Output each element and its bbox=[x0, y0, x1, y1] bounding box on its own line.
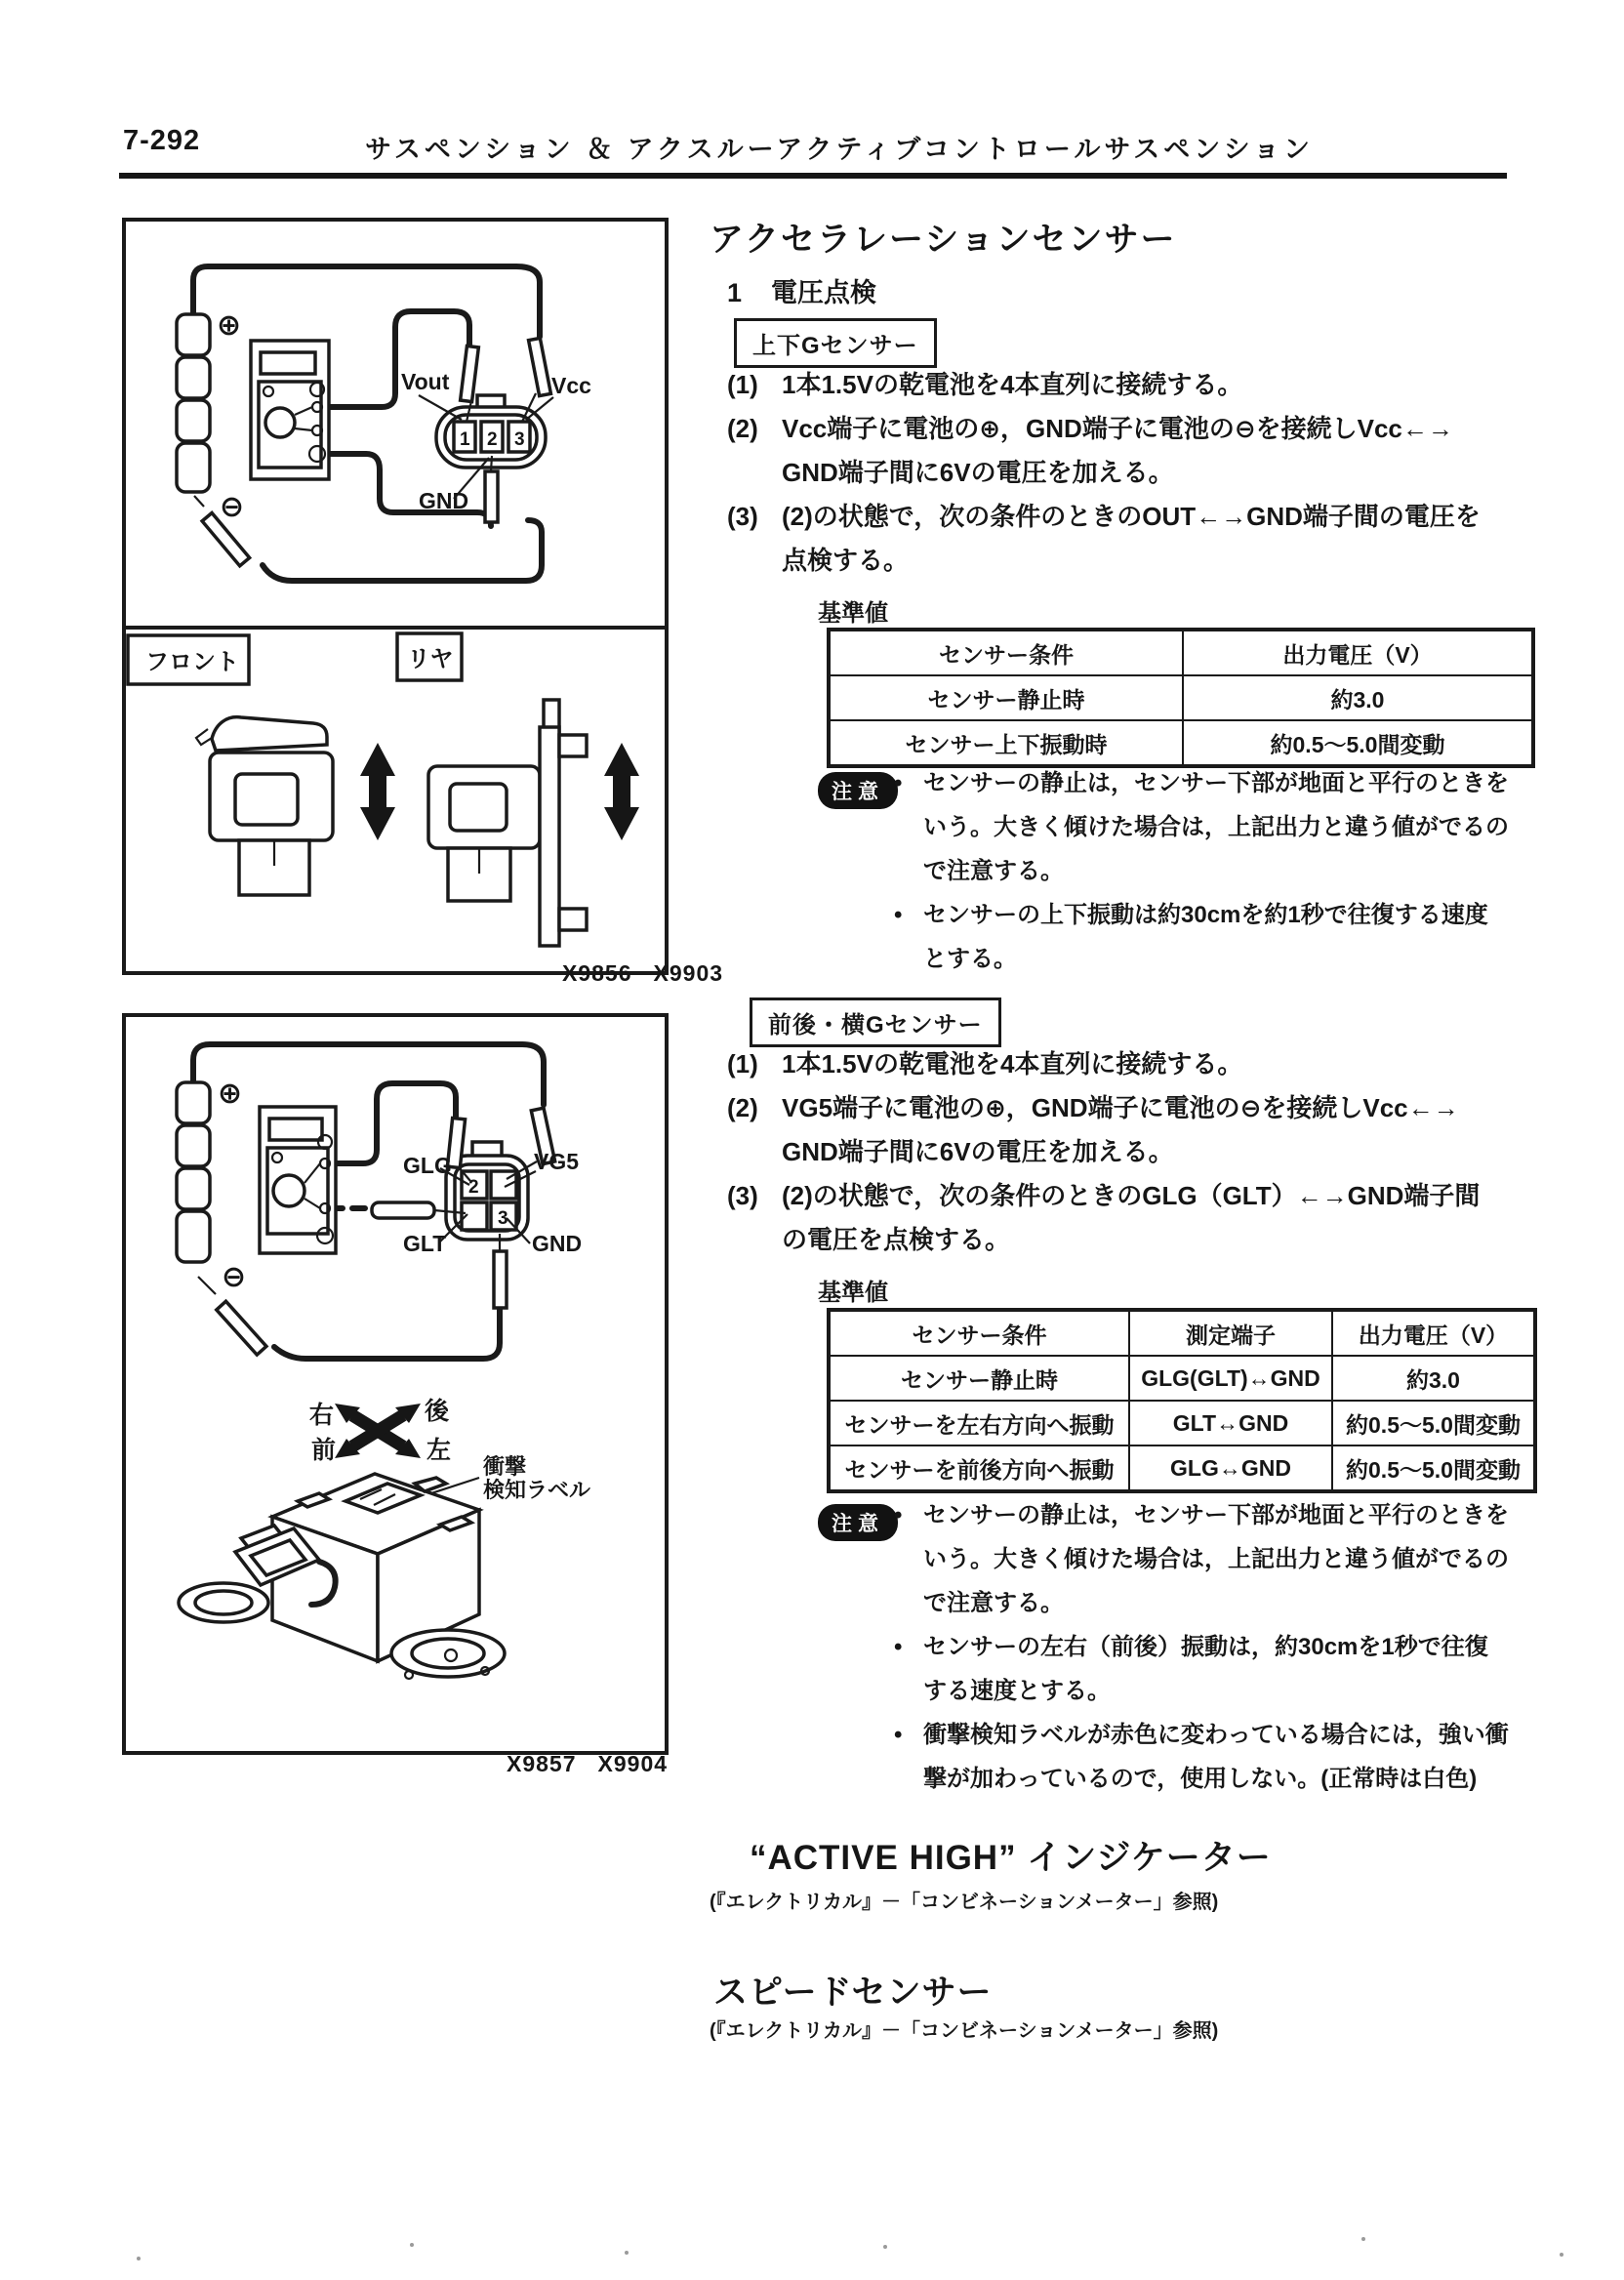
vcc-label: Vcc bbox=[551, 373, 591, 398]
active-high-indicator-reference: (『エレクトリカル』－「コンビネーションメーター」参照) bbox=[710, 1892, 1219, 1913]
updown-sensor-label-box: 上下Gセンサー bbox=[734, 318, 937, 368]
figure2-id-2: X9904 bbox=[597, 1751, 669, 1776]
active-high-indicator-title: “ACTIVE HIGH” インジケーター bbox=[750, 1839, 1272, 1877]
scan-noise-dot bbox=[625, 2251, 629, 2255]
pin-3: 3 bbox=[498, 1208, 508, 1229]
note-line: で注意する。 bbox=[923, 1590, 1064, 1616]
dir-front-label: 前 bbox=[311, 1437, 337, 1464]
table-row: センサー静止時 GLG(GLT)↔GND 約3.0 bbox=[829, 1356, 1535, 1401]
front-sensor-drawing bbox=[196, 717, 333, 895]
dir-right-label: 右 bbox=[309, 1402, 335, 1429]
front-label: フロント bbox=[145, 649, 239, 675]
note-line: いう。大きく傾けた場合は，上記出力と違う値がでるの bbox=[923, 814, 1509, 840]
wire-meter-top bbox=[330, 1083, 456, 1163]
page-number: 7-292 bbox=[123, 125, 201, 156]
table-header-row bbox=[829, 630, 1533, 675]
battery-plus-symbol: ⊕ bbox=[217, 309, 242, 342]
caution-badge: 注意 bbox=[818, 1504, 898, 1541]
dir-rear-label: 後 bbox=[425, 1398, 450, 1425]
lateral-sensor-label-box: 前後・横Gセンサー bbox=[750, 998, 1001, 1047]
note-line: • センサーの左右（前後）振動は，約30cmを1秒で往復 bbox=[894, 1634, 1488, 1660]
updown-arrow-rear bbox=[604, 743, 639, 840]
section-number: 1 bbox=[727, 278, 743, 307]
note-line: いう。大きく傾けた場合は，上記出力と違う値がでるの bbox=[923, 1546, 1509, 1572]
multimeter bbox=[251, 341, 329, 479]
figure2-id-1: X9857 bbox=[507, 1751, 577, 1776]
vout-label: Vout bbox=[401, 369, 450, 394]
scan-noise-dot bbox=[883, 2245, 887, 2249]
figure1-id-1: X9856 bbox=[562, 960, 632, 986]
rear-sensor-drawing bbox=[428, 700, 587, 946]
step-line: (3) (2)の状態で，次の条件のときのGLG（GLT）←→GND端子間 bbox=[727, 1181, 1481, 1210]
standard-value-label: 基準値 bbox=[818, 1280, 888, 1306]
direction-cross bbox=[335, 1404, 421, 1458]
column-header: センサー条件 bbox=[829, 1310, 1129, 1356]
figure-updown-g-sensor bbox=[122, 218, 669, 975]
lateral-standard-table bbox=[827, 1308, 1537, 1493]
figure2-caption bbox=[507, 1751, 668, 1777]
header-title: サスペンション ＆ アクスルーアクティブコントロールサスペンション bbox=[364, 135, 1315, 164]
pin-3: 3 bbox=[514, 429, 525, 450]
scan-noise-dot bbox=[137, 2257, 141, 2260]
glt-label: GLT bbox=[403, 1231, 447, 1256]
gnd-label: GND bbox=[532, 1231, 583, 1256]
column-header: 出力電圧（V） bbox=[1332, 1310, 1535, 1356]
battery-minus-symbol: ⊖ bbox=[222, 1261, 247, 1293]
pin-2: 2 bbox=[487, 429, 498, 450]
column-header: 出力電圧（V） bbox=[1183, 630, 1533, 675]
glg-label: GLG bbox=[403, 1153, 452, 1178]
updown-sensor-steps bbox=[727, 363, 1481, 583]
rear-label: リヤ bbox=[407, 646, 454, 672]
section-label: 電圧点検 bbox=[771, 278, 877, 307]
note-line: • 衝撃検知ラベルが赤色に変わっている場合には，強い衝 bbox=[894, 1722, 1509, 1748]
speed-sensor-reference: (『エレクトリカル』－「コンビネーションメーター」参照) bbox=[710, 2020, 1219, 2042]
note-line: • センサーの静止は，センサー下部が地面と平行のときを bbox=[894, 1502, 1509, 1528]
updown-arrow-front bbox=[360, 743, 395, 840]
scan-noise-dot bbox=[410, 2243, 414, 2247]
scan-noise-dot bbox=[1560, 2253, 1563, 2257]
step-line: (1) 1本1.5Vの乾電池を4本直列に接続する。 bbox=[727, 370, 1243, 399]
step-line: (3) (2)の状態で，次の条件のときのOUT←→GND端子間の電圧を bbox=[727, 502, 1481, 531]
standard-value-label: 基準値 bbox=[818, 600, 888, 627]
wire-ground-loop bbox=[263, 520, 542, 581]
shock-label-line1: 衝撃 bbox=[483, 1454, 527, 1479]
note-line: とする。 bbox=[923, 946, 1017, 972]
figure1-caption bbox=[562, 960, 723, 987]
column-header: 測定端子 bbox=[1129, 1310, 1332, 1356]
figure1-id-2: X9903 bbox=[653, 960, 724, 986]
multimeter bbox=[260, 1107, 336, 1253]
table-row: センサーを前後方向へ振動 GLG↔GND 約0.5～5.0間変動 bbox=[829, 1445, 1535, 1491]
wire-battery-plus bbox=[193, 1044, 544, 1105]
battery-stack bbox=[177, 314, 210, 492]
updown-sensor-notes bbox=[894, 761, 1509, 981]
table-row: センサー静止時 約3.0 bbox=[829, 675, 1533, 720]
header-rule bbox=[119, 173, 1507, 179]
step-line: (2) VG5端子に電池の⊕，GND端子に電池の⊖を接続しVcc←→ bbox=[727, 1093, 1459, 1122]
wire-ground-loop bbox=[274, 1310, 500, 1359]
battery-minus-symbol: ⊖ bbox=[220, 491, 245, 523]
table-header-row bbox=[829, 1310, 1535, 1356]
note-line: する速度とする。 bbox=[923, 1678, 1111, 1704]
shock-label-line2: 検知ラベル bbox=[483, 1478, 591, 1502]
lateral-sensor-steps bbox=[727, 1042, 1480, 1262]
pin-1: 1 bbox=[460, 429, 470, 450]
step-line: (2) Vcc端子に電池の⊕，GND端子に電池の⊖を接続しVcc←→ bbox=[727, 414, 1453, 443]
step-line: の電圧を点検する。 bbox=[782, 1225, 1011, 1254]
battery-plus-symbol: ⊕ bbox=[218, 1078, 243, 1110]
note-line: で注意する。 bbox=[923, 858, 1064, 884]
updown-standard-table bbox=[827, 628, 1535, 768]
section-heading bbox=[727, 271, 876, 309]
vg5-label: VG5 bbox=[534, 1149, 580, 1174]
step-line: GND端子間に6Vの電圧を加える。 bbox=[782, 1137, 1174, 1166]
note-line: • センサーの静止は，センサー下部が地面と平行のときを bbox=[894, 770, 1509, 796]
front-rear-sensor-diagram bbox=[126, 630, 665, 967]
lateral-sensor-notes bbox=[894, 1493, 1509, 1801]
sensor-cube-drawing bbox=[179, 1474, 505, 1679]
note-line: • センサーの上下振動は約30cmを約1秒で往復する速度 bbox=[894, 902, 1488, 928]
table-row: センサーを左右方向へ振動 GLT↔GND 約0.5～5.0間変動 bbox=[829, 1401, 1535, 1445]
gnd-label: GND bbox=[419, 488, 469, 513]
pin-2: 2 bbox=[468, 1177, 479, 1198]
step-line: GND端子間に6Vの電圧を加える。 bbox=[782, 458, 1174, 487]
dir-left-label: 左 bbox=[426, 1437, 452, 1464]
column-header: センサー条件 bbox=[829, 630, 1183, 675]
speed-sensor-title: スピードセンサー bbox=[713, 1974, 993, 2012]
caution-badge: 注意 bbox=[818, 772, 898, 809]
scan-noise-dot bbox=[1361, 2237, 1365, 2241]
figure-lateral-g-sensor bbox=[122, 1013, 669, 1755]
note-line: 撃が加わっているので，使用しない。(正常時は白色) bbox=[923, 1766, 1478, 1792]
page-title: アクセラレーションセンサー bbox=[710, 221, 1177, 259]
step-line: 点検する。 bbox=[782, 546, 910, 575]
battery-stack bbox=[177, 1082, 210, 1262]
wire-battery-plus bbox=[193, 266, 540, 337]
updown-sensor-circuit-diagram bbox=[126, 222, 665, 626]
table-row: センサー上下振動時 約0.5～5.0間変動 bbox=[829, 720, 1533, 766]
step-line: (1) 1本1.5Vの乾電池を4本直列に接続する。 bbox=[727, 1049, 1243, 1079]
lateral-sensor-diagram bbox=[126, 1017, 665, 1743]
